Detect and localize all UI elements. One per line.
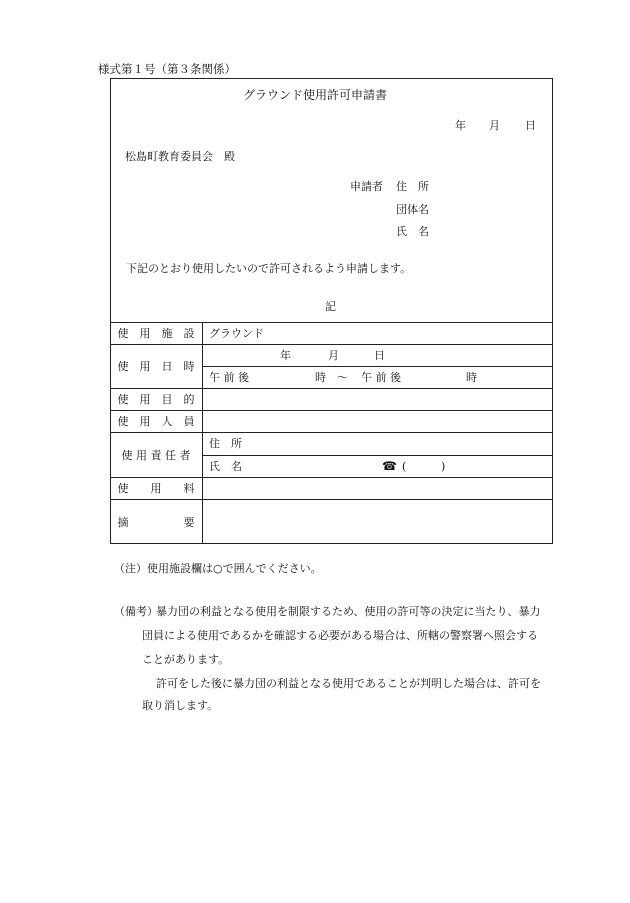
tel-close-paren: ) (441, 460, 446, 473)
bikou-line-4: 許可をした後に暴力団の利益となる使用であることが判明した場合は、許可を (156, 677, 541, 690)
start-ampm: 午 前 後 (209, 371, 249, 384)
date-label: 使 用 日 時 (117, 360, 195, 373)
date-day: 日 (525, 119, 536, 132)
end-ampm: 午 前 後 (361, 371, 401, 384)
tel-open-paren: ( (402, 460, 407, 473)
record-label: 記 (325, 300, 336, 313)
request-text: 下記のとおり使用したいので許可されるよう申請します。 (126, 262, 412, 275)
facility-value: グラウンド (209, 327, 264, 340)
facility-label: 使 用 施 設 (117, 327, 195, 340)
column-divider (202, 322, 203, 544)
time-range-tilde: ～ (337, 371, 348, 384)
remarks-label: 摘 要 (117, 515, 195, 529)
bikou-label: （備考） (114, 605, 158, 618)
responsible-address-label: 住 所 (209, 437, 242, 450)
purpose-label: 使 用 目 的 (117, 393, 195, 406)
form-number: 様式第１号（第３条関係） (98, 62, 236, 76)
row-line-partial (202, 366, 553, 367)
responsible-label: 使 用 責 任 者 (121, 448, 191, 462)
note-text: （注）使用施設欄は○で囲んでください。 (114, 562, 322, 575)
date-year: 年 (455, 119, 466, 132)
phone-icon: ☎ (382, 459, 397, 473)
form-title: グラウンド使用許可申請書 (242, 88, 387, 102)
row-line-partial (202, 455, 553, 456)
bikou-line-5: 取り消します。 (142, 699, 219, 712)
bikou-line-1: 暴力団の利益となる使用を制限するため、使用の許可等の決定に当たり、暴力 (156, 605, 541, 618)
use-date-month: 月 (328, 349, 339, 362)
applicant-address-label: 住 所 (396, 180, 429, 193)
use-date-day: 日 (374, 349, 385, 362)
responsible-name-label: 氏 名 (209, 460, 242, 473)
applicant-label: 申請者 (350, 180, 383, 193)
applicant-organization-label: 団体名 (396, 203, 429, 216)
people-label: 使 用 人 員 (117, 415, 195, 428)
addressee: 松島町教育委員会 殿 (125, 150, 235, 163)
bikou-line-2: 団員による使用であるかを確認する必要がある場合は、所轄の警察署へ照会する (142, 629, 538, 642)
date-month: 月 (489, 119, 500, 132)
start-hour: 時 (315, 371, 326, 384)
end-hour: 時 (466, 371, 477, 384)
applicant-name-label: 氏 名 (396, 225, 429, 238)
use-date-year: 年 (280, 349, 291, 362)
bikou-line-3: ことがあります。 (142, 653, 230, 666)
fee-label: 使 用 料 (117, 482, 195, 495)
